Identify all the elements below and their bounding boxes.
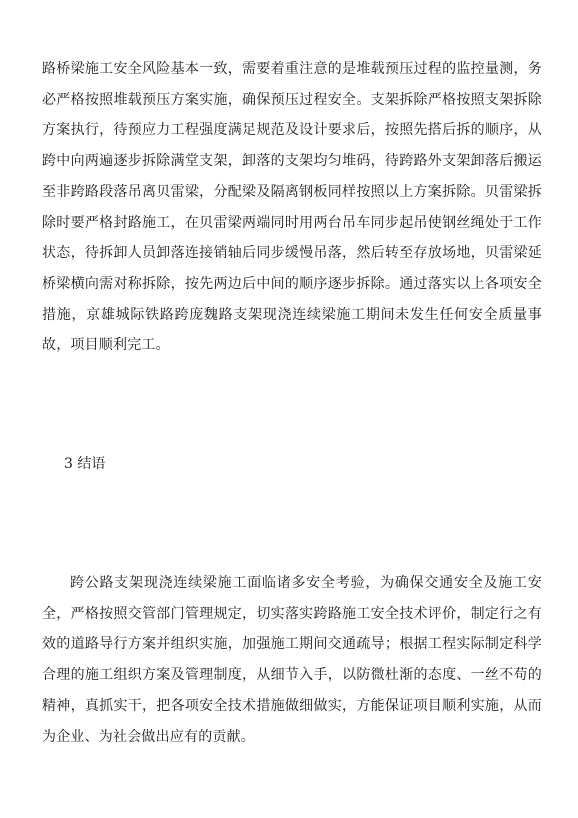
body-paragraph-construction-safety: 路桥梁施工安全风险基本一致，需要着重注意的是堆载预压过程的监控量测，务必严格按照堆载预压方案实施，确保预压过程安全。支架拆除严格按照支架拆除方案执行，待预应力工程强度满足规范及设计要求后，按照先搭后拆的顺序，从跨中向两遍逐步拆除满堂支架，卸落的支架均匀堆码，待跨路外支架卸落后搬运至非跨路段落吊离贝雷梁，分配梁及隔离钢板同样按照以上方案拆除。贝雷梁拆除时要严格封路施工，在贝雷梁两端同时用两台吊车同步起吊使钢丝绳处于工作状态，待拆卸人员卸落连接销轴后同步缓慢吊落，然后转至存放场地，贝雷梁延桥梁横向需对称拆除，按先两边后中间的顺序逐步拆除。通过落实以上各项安全措施，京雄城际铁路跨庞魏路支架现浇连续梁施工期间未发生任何安全质量事故，项目顺利完工。 — [42, 61, 542, 354]
section-heading-conclusion: 3 结语 — [64, 456, 106, 472]
body-paragraph-conclusion: 跨公路支架现浇连续梁施工面临诸多安全考验，为确保交通安全及施工安全，严格按照交管部门管理规定，切实落实跨路施工安全技术评价，制定行之有效的道路导行方案并组织实施，加强施工期间交通疏导；根据工程实际制定科学合理的施工组织方案及管理制度，从细节入手，以防微杜渐的态度、一丝不苟的精神，真抓实干，把各项安全技术措施做细做实，方能保证项目顺利实施，从而为企业、为社会做出应有的贡献。 — [42, 575, 542, 745]
